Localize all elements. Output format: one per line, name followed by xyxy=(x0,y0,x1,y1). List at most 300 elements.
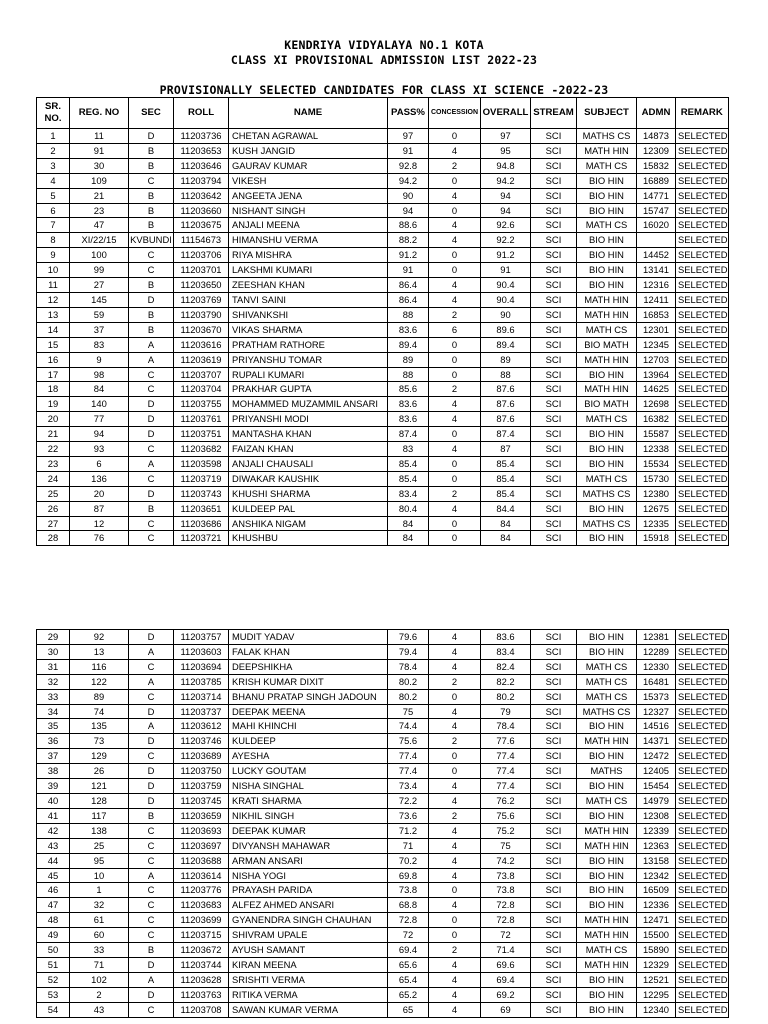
cell-overall: 87 xyxy=(481,442,531,457)
table-row xyxy=(37,734,729,749)
table-row xyxy=(37,972,729,987)
cell-roll: 11203757 xyxy=(174,630,229,645)
cell-pass: 91.2 xyxy=(388,248,429,263)
cell-remark: SELECTED xyxy=(676,382,729,397)
cell-sr-no: 25 xyxy=(37,486,70,501)
cell-admn: 16889 xyxy=(637,173,676,188)
cell-admn: 12340 xyxy=(637,1002,676,1017)
cell-stream: SCI xyxy=(531,531,577,546)
cell-sec: D xyxy=(129,486,174,501)
cell-roll: 11203660 xyxy=(174,203,229,218)
cell-remark: SELECTED xyxy=(676,129,729,144)
cell-admn: 15534 xyxy=(637,456,676,471)
cell-roll: 11203642 xyxy=(174,188,229,203)
cell-admn: 15832 xyxy=(637,158,676,173)
cell-sec: C xyxy=(129,853,174,868)
cell-sr-no: 37 xyxy=(37,749,70,764)
cell-roll: 11203651 xyxy=(174,501,229,516)
cell-admn: 12698 xyxy=(637,397,676,412)
table-header-row xyxy=(37,98,729,129)
cell-sr-no: 33 xyxy=(37,689,70,704)
cell-name: NIKHIL SINGH xyxy=(229,808,388,823)
cell-name: SHIVRAM UPALE xyxy=(229,928,388,943)
cell-stream: SCI xyxy=(531,943,577,958)
cell-admn: 16382 xyxy=(637,412,676,427)
cell-name: ANGEETA JENA xyxy=(229,188,388,203)
cell-overall: 74.2 xyxy=(481,853,531,868)
cell-name: KRISH KUMAR DIXIT xyxy=(229,674,388,689)
cell-sr-no: 10 xyxy=(37,263,70,278)
cell-roll: 11203708 xyxy=(174,1002,229,1017)
cell-sr-no: 11 xyxy=(37,278,70,293)
cell-sr-no: 49 xyxy=(37,928,70,943)
cell-remark: SELECTED xyxy=(676,853,729,868)
cell-sec: KVBUNDI xyxy=(129,233,174,248)
cell-sec: A xyxy=(129,644,174,659)
cell-pass: 83.6 xyxy=(388,412,429,427)
cell-roll: 11203603 xyxy=(174,644,229,659)
cell-sec: C xyxy=(129,898,174,913)
cell-concession: 4 xyxy=(429,188,481,203)
cell-subject: BIO HIN xyxy=(577,883,637,898)
cell-sr-no: 2 xyxy=(37,143,70,158)
cell-sec: B xyxy=(129,943,174,958)
cell-admn: 12342 xyxy=(637,868,676,883)
cell-overall: 85.4 xyxy=(481,471,531,486)
cell-pass: 88 xyxy=(388,367,429,382)
cell-remark: SELECTED xyxy=(676,158,729,173)
cell-reg-no: 74 xyxy=(70,704,129,719)
cell-stream: SCI xyxy=(531,630,577,645)
cell-roll: 11203693 xyxy=(174,823,229,838)
cell-concession: 4 xyxy=(429,501,481,516)
cell-subject: BIO HIN xyxy=(577,749,637,764)
cell-name: DEEPSHIKHA xyxy=(229,659,388,674)
cell-sec: B xyxy=(129,808,174,823)
cell-sec: C xyxy=(129,659,174,674)
cell-sec: C xyxy=(129,838,174,853)
cell-subject: MATH HIN xyxy=(577,382,637,397)
cell-overall: 77.4 xyxy=(481,749,531,764)
cell-overall: 89.6 xyxy=(481,322,531,337)
cell-admn: 12289 xyxy=(637,644,676,659)
cell-admn: 12309 xyxy=(637,143,676,158)
cell-remark: SELECTED xyxy=(676,442,729,457)
cell-reg-no: 94 xyxy=(70,427,129,442)
cell-sec: B xyxy=(129,143,174,158)
cell-roll: 11203719 xyxy=(174,471,229,486)
cell-sr-no: 4 xyxy=(37,173,70,188)
cell-concession: 4 xyxy=(429,823,481,838)
cell-reg-no: 129 xyxy=(70,749,129,764)
cell-name: KULDEEP xyxy=(229,734,388,749)
cell-stream: SCI xyxy=(531,987,577,1002)
cell-sec: D xyxy=(129,764,174,779)
cell-concession: 4 xyxy=(429,987,481,1002)
table-row xyxy=(37,516,729,531)
cell-pass: 85.4 xyxy=(388,456,429,471)
cell-admn: 16509 xyxy=(637,883,676,898)
cell-overall: 72.8 xyxy=(481,898,531,913)
cell-remark: SELECTED xyxy=(676,531,729,546)
cell-overall: 77.6 xyxy=(481,734,531,749)
cell-name: MAHI KHINCHI xyxy=(229,719,388,734)
cell-pass: 77.4 xyxy=(388,764,429,779)
cell-concession: 0 xyxy=(429,173,481,188)
cell-subject: BIO HIN xyxy=(577,367,637,382)
cell-stream: SCI xyxy=(531,129,577,144)
cell-sr-no: 1 xyxy=(37,129,70,144)
table-row xyxy=(37,322,729,337)
cell-sr-no: 52 xyxy=(37,972,70,987)
cell-reg-no: 37 xyxy=(70,322,129,337)
cell-remark: SELECTED xyxy=(676,263,729,278)
cell-reg-no: 84 xyxy=(70,382,129,397)
cell-roll: 11203721 xyxy=(174,531,229,546)
cell-subject: MATH HIN xyxy=(577,292,637,307)
table-row xyxy=(37,382,729,397)
cell-remark: SELECTED xyxy=(676,957,729,972)
cell-admn: 12335 xyxy=(637,516,676,531)
cell-subject: MATH CS xyxy=(577,322,637,337)
cell-remark: SELECTED xyxy=(676,218,729,233)
cell-sr-no: 44 xyxy=(37,853,70,868)
cell-stream: SCI xyxy=(531,868,577,883)
cell-name: KUSH JANGID xyxy=(229,143,388,158)
table-row xyxy=(37,719,729,734)
cell-remark: SELECTED xyxy=(676,674,729,689)
cell-pass: 83.6 xyxy=(388,397,429,412)
cell-concession: 4 xyxy=(429,292,481,307)
cell-overall: 87.4 xyxy=(481,427,531,442)
cell-reg-no: 9 xyxy=(70,352,129,367)
cell-remark: SELECTED xyxy=(676,188,729,203)
cell-sec: C xyxy=(129,442,174,457)
cell-subject: BIO HIN xyxy=(577,898,637,913)
cell-pass: 86.4 xyxy=(388,292,429,307)
cell-reg-no: 91 xyxy=(70,143,129,158)
cell-name: HIMANSHU VERMA xyxy=(229,233,388,248)
cell-admn: 12411 xyxy=(637,292,676,307)
cell-concession: 4 xyxy=(429,957,481,972)
table-row xyxy=(37,943,729,958)
cell-sr-no: 12 xyxy=(37,292,70,307)
cell-roll: 11203745 xyxy=(174,793,229,808)
cell-sec: A xyxy=(129,719,174,734)
cell-roll: 11203659 xyxy=(174,808,229,823)
cell-name: ALFEZ AHMED ANSARI xyxy=(229,898,388,913)
col-remark: REMARK xyxy=(676,98,729,129)
cell-admn: 15454 xyxy=(637,779,676,794)
cell-name: GAURAV KUMAR xyxy=(229,158,388,173)
cell-sr-no: 53 xyxy=(37,987,70,1002)
cell-admn: 12301 xyxy=(637,322,676,337)
cell-name: PRATHAM RATHORE xyxy=(229,337,388,352)
table-row xyxy=(37,838,729,853)
cell-sr-no: 19 xyxy=(37,397,70,412)
cell-sr-no: 39 xyxy=(37,779,70,794)
cell-pass: 77.4 xyxy=(388,749,429,764)
cell-subject: BIO HIN xyxy=(577,233,637,248)
cell-remark: SELECTED xyxy=(676,456,729,471)
cell-pass: 73.6 xyxy=(388,808,429,823)
cell-sr-no: 3 xyxy=(37,158,70,173)
cell-overall: 69.4 xyxy=(481,972,531,987)
cell-stream: SCI xyxy=(531,367,577,382)
cell-pass: 79.6 xyxy=(388,630,429,645)
cell-stream: SCI xyxy=(531,764,577,779)
cell-concession: 0 xyxy=(429,367,481,382)
cell-sr-no: 46 xyxy=(37,883,70,898)
cell-admn: 12329 xyxy=(637,957,676,972)
cell-name: ZEESHAN KHAN xyxy=(229,278,388,293)
cell-stream: SCI xyxy=(531,233,577,248)
cell-stream: SCI xyxy=(531,823,577,838)
cell-concession: 0 xyxy=(429,337,481,352)
cell-overall: 80.2 xyxy=(481,689,531,704)
cell-sr-no: 51 xyxy=(37,957,70,972)
cell-name: ANSHIKA NIGAM xyxy=(229,516,388,531)
cell-stream: SCI xyxy=(531,337,577,352)
cell-remark: SELECTED xyxy=(676,630,729,645)
cell-name: DIVYANSH MAHAWAR xyxy=(229,838,388,853)
cell-overall: 85.4 xyxy=(481,486,531,501)
cell-roll: 11203736 xyxy=(174,129,229,144)
cell-pass: 65.4 xyxy=(388,972,429,987)
cell-pass: 78.4 xyxy=(388,659,429,674)
cell-stream: SCI xyxy=(531,412,577,427)
cell-name: DIWAKAR KAUSHIK xyxy=(229,471,388,486)
cell-roll: 11203701 xyxy=(174,263,229,278)
cell-sr-no: 24 xyxy=(37,471,70,486)
cell-concession: 0 xyxy=(429,883,481,898)
cell-sr-no: 6 xyxy=(37,203,70,218)
cell-sec: B xyxy=(129,278,174,293)
cell-sr-no: 22 xyxy=(37,442,70,457)
table-row xyxy=(37,957,729,972)
cell-reg-no: 2 xyxy=(70,987,129,1002)
cell-concession: 0 xyxy=(429,248,481,263)
cell-sec: D xyxy=(129,630,174,645)
cell-pass: 91 xyxy=(388,263,429,278)
cell-roll: 11203689 xyxy=(174,749,229,764)
cell-reg-no: XI/22/15 xyxy=(70,233,129,248)
cell-overall: 91.2 xyxy=(481,248,531,263)
table-row xyxy=(37,987,729,1002)
cell-reg-no: 73 xyxy=(70,734,129,749)
cell-roll: 11203688 xyxy=(174,853,229,868)
cell-pass: 89.4 xyxy=(388,337,429,352)
cell-stream: SCI xyxy=(531,749,577,764)
cell-roll: 11203763 xyxy=(174,987,229,1002)
cell-sr-no: 32 xyxy=(37,674,70,689)
cell-sec: C xyxy=(129,248,174,263)
cell-sr-no: 30 xyxy=(37,644,70,659)
cell-overall: 84 xyxy=(481,516,531,531)
cell-overall: 90.4 xyxy=(481,292,531,307)
cell-reg-no: 32 xyxy=(70,898,129,913)
cell-overall: 73.8 xyxy=(481,868,531,883)
cell-overall: 84.4 xyxy=(481,501,531,516)
cell-sec: C xyxy=(129,382,174,397)
cell-stream: SCI xyxy=(531,883,577,898)
cell-remark: SELECTED xyxy=(676,337,729,352)
cell-overall: 90 xyxy=(481,307,531,322)
cell-name: KIRAN MEENA xyxy=(229,957,388,972)
cell-pass: 68.8 xyxy=(388,898,429,913)
col-subject: SUBJECT xyxy=(577,98,637,129)
cell-sec: D xyxy=(129,427,174,442)
cell-pass: 83.4 xyxy=(388,486,429,501)
cell-roll: 11203697 xyxy=(174,838,229,853)
cell-sr-no: 8 xyxy=(37,233,70,248)
cell-overall: 78.4 xyxy=(481,719,531,734)
cell-admn: 12405 xyxy=(637,764,676,779)
cell-remark: SELECTED xyxy=(676,412,729,427)
cell-sec: C xyxy=(129,531,174,546)
admission-table-part-1 xyxy=(36,97,729,546)
cell-concession: 4 xyxy=(429,218,481,233)
cell-roll: 11203650 xyxy=(174,278,229,293)
cell-pass: 89 xyxy=(388,352,429,367)
cell-name: ANJALI CHAUSALI xyxy=(229,456,388,471)
cell-subject: BIO HIN xyxy=(577,427,637,442)
cell-subject: MATH CS xyxy=(577,674,637,689)
cell-stream: SCI xyxy=(531,853,577,868)
cell-stream: SCI xyxy=(531,501,577,516)
cell-sec: A xyxy=(129,352,174,367)
cell-concession: 4 xyxy=(429,442,481,457)
cell-concession: 4 xyxy=(429,853,481,868)
cell-admn: 12330 xyxy=(637,659,676,674)
cell-overall: 77.4 xyxy=(481,764,531,779)
cell-overall: 82.4 xyxy=(481,659,531,674)
cell-name: RIYA MISHRA xyxy=(229,248,388,263)
cell-pass: 72 xyxy=(388,928,429,943)
cell-subject: MATHS CS xyxy=(577,516,637,531)
cell-sr-no: 47 xyxy=(37,898,70,913)
cell-admn: 12471 xyxy=(637,913,676,928)
cell-concession: 2 xyxy=(429,734,481,749)
cell-stream: SCI xyxy=(531,248,577,263)
cell-remark: SELECTED xyxy=(676,292,729,307)
table-row xyxy=(37,1002,729,1017)
cell-admn: 12308 xyxy=(637,808,676,823)
cell-roll: 11203746 xyxy=(174,734,229,749)
section-title: PROVISIONALLY SELECTED CANDIDATES FOR CLASS XI SCIENCE -2022-23 xyxy=(159,83,609,97)
cell-stream: SCI xyxy=(531,397,577,412)
cell-subject: MATH HIN xyxy=(577,307,637,322)
cell-name: KRATI SHARMA xyxy=(229,793,388,808)
cell-pass: 80.2 xyxy=(388,689,429,704)
cell-name: PRIYANSHI MODI xyxy=(229,412,388,427)
cell-pass: 94 xyxy=(388,203,429,218)
cell-subject: MATH CS xyxy=(577,412,637,427)
cell-reg-no: 87 xyxy=(70,501,129,516)
cell-overall: 92.6 xyxy=(481,218,531,233)
table-row xyxy=(37,868,729,883)
cell-overall: 69.6 xyxy=(481,957,531,972)
cell-sec: B xyxy=(129,218,174,233)
cell-subject: MATH HIN xyxy=(577,823,637,838)
table-row xyxy=(37,188,729,203)
cell-subject: MATH HIN xyxy=(577,957,637,972)
cell-concession: 2 xyxy=(429,674,481,689)
cell-sec: C xyxy=(129,263,174,278)
cell-admn: 12472 xyxy=(637,749,676,764)
cell-overall: 75 xyxy=(481,838,531,853)
cell-stream: SCI xyxy=(531,898,577,913)
cell-remark: SELECTED xyxy=(676,719,729,734)
cell-overall: 91 xyxy=(481,263,531,278)
cell-name: LUCKY GOUTAM xyxy=(229,764,388,779)
cell-name: VIKAS SHARMA xyxy=(229,322,388,337)
cell-roll: 11203699 xyxy=(174,913,229,928)
cell-sr-no: 43 xyxy=(37,838,70,853)
cell-stream: SCI xyxy=(531,704,577,719)
cell-subject: BIO HIN xyxy=(577,442,637,457)
cell-subject: MATH HIN xyxy=(577,734,637,749)
cell-overall: 73.8 xyxy=(481,883,531,898)
cell-concession: 2 xyxy=(429,158,481,173)
cell-sr-no: 29 xyxy=(37,630,70,645)
cell-admn: 12675 xyxy=(637,501,676,516)
cell-subject: BIO HIN xyxy=(577,808,637,823)
cell-subject: BIO HIN xyxy=(577,263,637,278)
table-row xyxy=(37,173,729,188)
cell-sr-no: 38 xyxy=(37,764,70,779)
cell-overall: 87.6 xyxy=(481,412,531,427)
cell-remark: SELECTED xyxy=(676,1002,729,1017)
cell-reg-no: 76 xyxy=(70,531,129,546)
cell-reg-no: 128 xyxy=(70,793,129,808)
cell-name: NISHANT SINGH xyxy=(229,203,388,218)
cell-stream: SCI xyxy=(531,263,577,278)
cell-name: KHUSHBU xyxy=(229,531,388,546)
cell-reg-no: 109 xyxy=(70,173,129,188)
cell-concession: 4 xyxy=(429,644,481,659)
cell-admn: 15890 xyxy=(637,943,676,958)
cell-stream: SCI xyxy=(531,292,577,307)
cell-remark: SELECTED xyxy=(676,868,729,883)
cell-roll: 11203750 xyxy=(174,764,229,779)
cell-roll: 11203683 xyxy=(174,898,229,913)
cell-subject: MATH HIN xyxy=(577,928,637,943)
cell-subject: BIO HIN xyxy=(577,278,637,293)
cell-subject: BIO HIN xyxy=(577,853,637,868)
cell-reg-no: 33 xyxy=(70,943,129,958)
cell-name: GYANENDRA SINGH CHAUHAN xyxy=(229,913,388,928)
cell-name: NISHA YOGI xyxy=(229,868,388,883)
cell-reg-no: 71 xyxy=(70,957,129,972)
cell-admn: 15587 xyxy=(637,427,676,442)
cell-stream: SCI xyxy=(531,689,577,704)
cell-stream: SCI xyxy=(531,838,577,853)
cell-roll: 11203646 xyxy=(174,158,229,173)
table-row xyxy=(37,501,729,516)
cell-roll: 11203737 xyxy=(174,704,229,719)
cell-concession: 4 xyxy=(429,972,481,987)
cell-sec: C xyxy=(129,516,174,531)
cell-subject: MATHS xyxy=(577,764,637,779)
table-row xyxy=(37,883,729,898)
cell-roll: 11203761 xyxy=(174,412,229,427)
cell-remark: SELECTED xyxy=(676,734,729,749)
cell-reg-no: 122 xyxy=(70,674,129,689)
cell-reg-no: 102 xyxy=(70,972,129,987)
cell-reg-no: 136 xyxy=(70,471,129,486)
cell-concession: 4 xyxy=(429,719,481,734)
